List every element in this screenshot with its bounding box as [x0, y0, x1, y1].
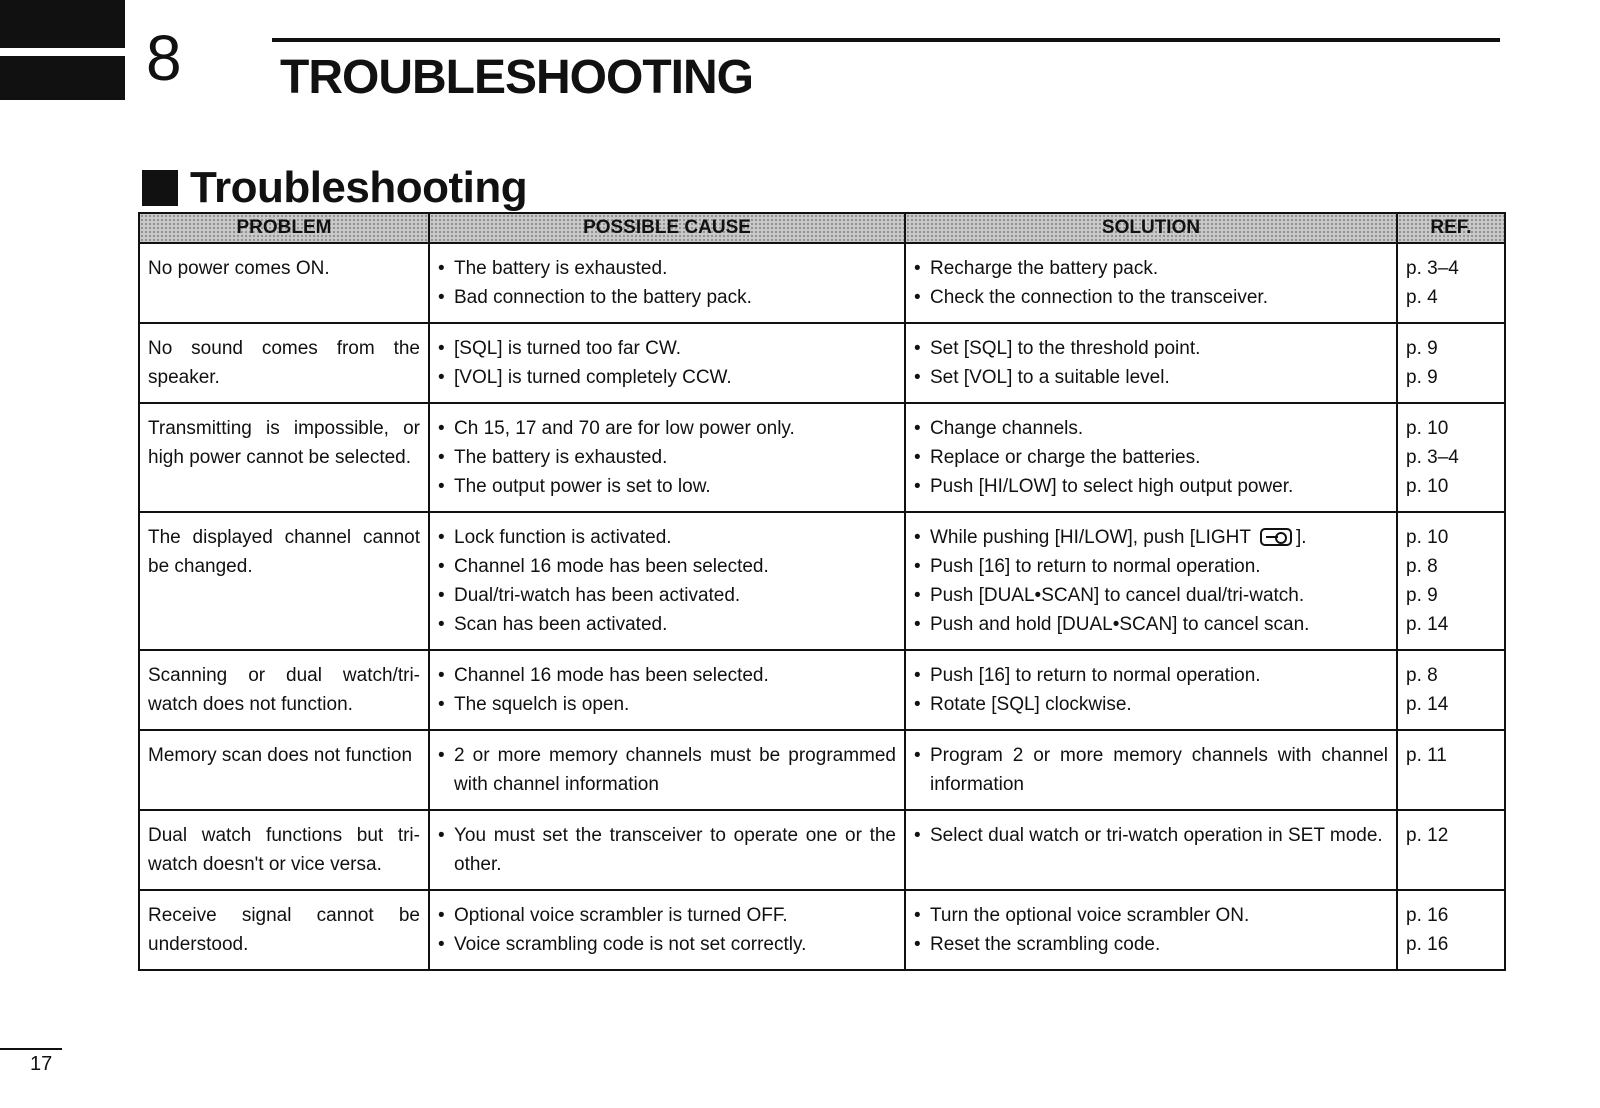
chapter-rule — [272, 38, 1500, 42]
ref-page: p. 3–4 — [1406, 258, 1459, 279]
cause-item: • Ch 15, 17 and 70 are for low power only. — [438, 414, 896, 443]
ref-page: p. 14 — [1406, 614, 1449, 635]
solution-item: • Set [VOL] to a suitable level. — [914, 363, 1388, 392]
cause-item: • Scan has been activated. — [438, 610, 896, 639]
solution-cell — [905, 323, 1397, 403]
solution-item: • Reset the scrambling code. — [914, 930, 1388, 959]
chapter-tab-block-bottom — [0, 56, 125, 100]
cause-cell — [429, 403, 905, 512]
table-header-row — [139, 213, 1505, 243]
solution-cell — [905, 650, 1397, 730]
ref-page: p. 9 — [1406, 367, 1438, 388]
solution-cell — [905, 810, 1397, 890]
cause-item: • The squelch is open. — [438, 690, 896, 719]
solution-item: • Rotate [SQL] clockwise. — [914, 690, 1388, 719]
cause-cell — [429, 323, 905, 403]
solution-item: • Push [16] to return to normal operation. — [914, 552, 1388, 581]
ref-page: p. 10 — [1406, 476, 1449, 497]
cause-item: • Optional voice scrambler is turned OFF. — [438, 901, 896, 930]
cause-item: • [VOL] is turned completely CCW. — [438, 363, 896, 392]
cause-item: • Dual/tri-watch has been activated. — [438, 581, 896, 610]
solution-lock-text-after: ]. — [1295, 527, 1307, 548]
problem-cell: Scanning or dual watch/tri-watch does not function. — [139, 650, 429, 730]
ref-page: p. 8 — [1406, 556, 1438, 577]
problem-cell: Memory scan does not function — [139, 730, 429, 810]
header-problem: PROBLEM — [139, 213, 429, 243]
cause-cell — [429, 890, 905, 970]
table-row — [139, 323, 1505, 403]
solution-item: • Recharge the battery pack. — [914, 254, 1388, 283]
problem-cell: The displayed channel cannot be changed. — [139, 512, 429, 650]
solution-item: • Select dual watch or tri-watch operation in SET mode. — [914, 821, 1388, 850]
ref-page: p. 4 — [1406, 287, 1438, 308]
solution-cell — [905, 890, 1397, 970]
solution-item: • Push [16] to return to normal operation. — [914, 661, 1388, 690]
chapter-tab-block-top — [0, 0, 125, 48]
solution-item: • Check the connection to the transceiver. — [914, 283, 1388, 312]
cause-item: • You must set the transceiver to operate one or the other. — [438, 821, 896, 879]
header-ref: REF. — [1397, 213, 1505, 243]
cause-item: • The output power is set to low. — [438, 472, 896, 501]
solution-lock-text-before: While pushing [HI/LOW], push [LIGHT — [930, 527, 1251, 548]
header-solution: SOLUTION — [905, 213, 1397, 243]
page-number: 17 — [30, 1053, 53, 1075]
ref-cell — [1397, 512, 1505, 650]
cause-cell — [429, 810, 905, 890]
ref-page: p. 10 — [1406, 418, 1449, 439]
solution-cell — [905, 243, 1397, 323]
ref-page: p. 16 — [1406, 934, 1449, 955]
solution-cell — [905, 730, 1397, 810]
solution-item: • Program 2 or more memory channels with channel information — [914, 741, 1388, 799]
chapter-number: 8 — [146, 22, 182, 94]
header-possible-cause: POSSIBLE CAUSE — [429, 213, 905, 243]
cause-item: • Voice scrambling code is not set correctly. — [438, 930, 896, 959]
table-row — [139, 403, 1505, 512]
problem-cell: No sound comes from the speaker. — [139, 323, 429, 403]
ref-cell — [1397, 810, 1505, 890]
ref-page: p. 11 — [1406, 745, 1447, 766]
ref-page: p. 9 — [1406, 338, 1438, 359]
cause-item: • 2 or more memory channels must be programmed with channel information — [438, 741, 896, 799]
cause-item: • Channel 16 mode has been selected. — [438, 661, 896, 690]
cause-cell — [429, 512, 905, 650]
cause-cell — [429, 730, 905, 810]
ref-cell — [1397, 730, 1505, 810]
ref-cell — [1397, 323, 1505, 403]
ref-page: p. 12 — [1406, 825, 1449, 846]
solution-item — [914, 523, 1388, 552]
problem-cell: Transmitting is impossible, or high power cannot be selected. — [139, 403, 429, 512]
cause-item: • Lock function is activated. — [438, 523, 896, 552]
solution-item: • Push and hold [DUAL•SCAN] to cancel scan. — [914, 610, 1388, 639]
ref-page: p. 10 — [1406, 527, 1449, 548]
cause-item: • The battery is exhausted. — [438, 443, 896, 472]
section-title: Troubleshooting — [190, 163, 528, 212]
cause-item: • [SQL] is turned too far CW. — [438, 334, 896, 363]
lock-key-icon — [1260, 528, 1292, 546]
problem-cell: Receive signal cannot be understood. — [139, 890, 429, 970]
ref-page: p. 16 — [1406, 905, 1449, 926]
table-row — [139, 730, 1505, 810]
solution-item: • Change channels. — [914, 414, 1388, 443]
ref-cell — [1397, 243, 1505, 323]
section-square-icon — [142, 170, 178, 206]
solution-item: • Push [DUAL•SCAN] to cancel dual/tri-watch. — [914, 581, 1388, 610]
solution-item: • Replace or charge the batteries. — [914, 443, 1388, 472]
solution-item: • Push [HI/LOW] to select high output power. — [914, 472, 1388, 501]
table-row — [139, 243, 1505, 323]
table-row — [139, 512, 1505, 650]
ref-cell — [1397, 650, 1505, 730]
solution-cell — [905, 403, 1397, 512]
cause-item: • Channel 16 mode has been selected. — [438, 552, 896, 581]
ref-page: p. 3–4 — [1406, 447, 1459, 468]
ref-cell — [1397, 403, 1505, 512]
ref-page: p. 14 — [1406, 694, 1449, 715]
solution-item: • Set [SQL] to the threshold point. — [914, 334, 1388, 363]
cause-item: • Bad connection to the battery pack. — [438, 283, 896, 312]
table-row — [139, 810, 1505, 890]
ref-page: p. 9 — [1406, 585, 1438, 606]
table-row — [139, 890, 1505, 970]
chapter-title: TROUBLESHOOTING — [280, 51, 753, 104]
ref-cell — [1397, 890, 1505, 970]
ref-page: p. 8 — [1406, 665, 1438, 686]
solution-cell — [905, 512, 1397, 650]
cause-item: • The battery is exhausted. — [438, 254, 896, 283]
cause-cell — [429, 650, 905, 730]
problem-cell: Dual watch functions but tri-watch doesn't or vice versa. — [139, 810, 429, 890]
troubleshooting-table — [138, 212, 1506, 971]
page-number-rule — [0, 1048, 62, 1050]
problem-cell: No power comes ON. — [139, 243, 429, 323]
table-row — [139, 650, 1505, 730]
solution-item: • Turn the optional voice scrambler ON. — [914, 901, 1388, 930]
cause-cell — [429, 243, 905, 323]
